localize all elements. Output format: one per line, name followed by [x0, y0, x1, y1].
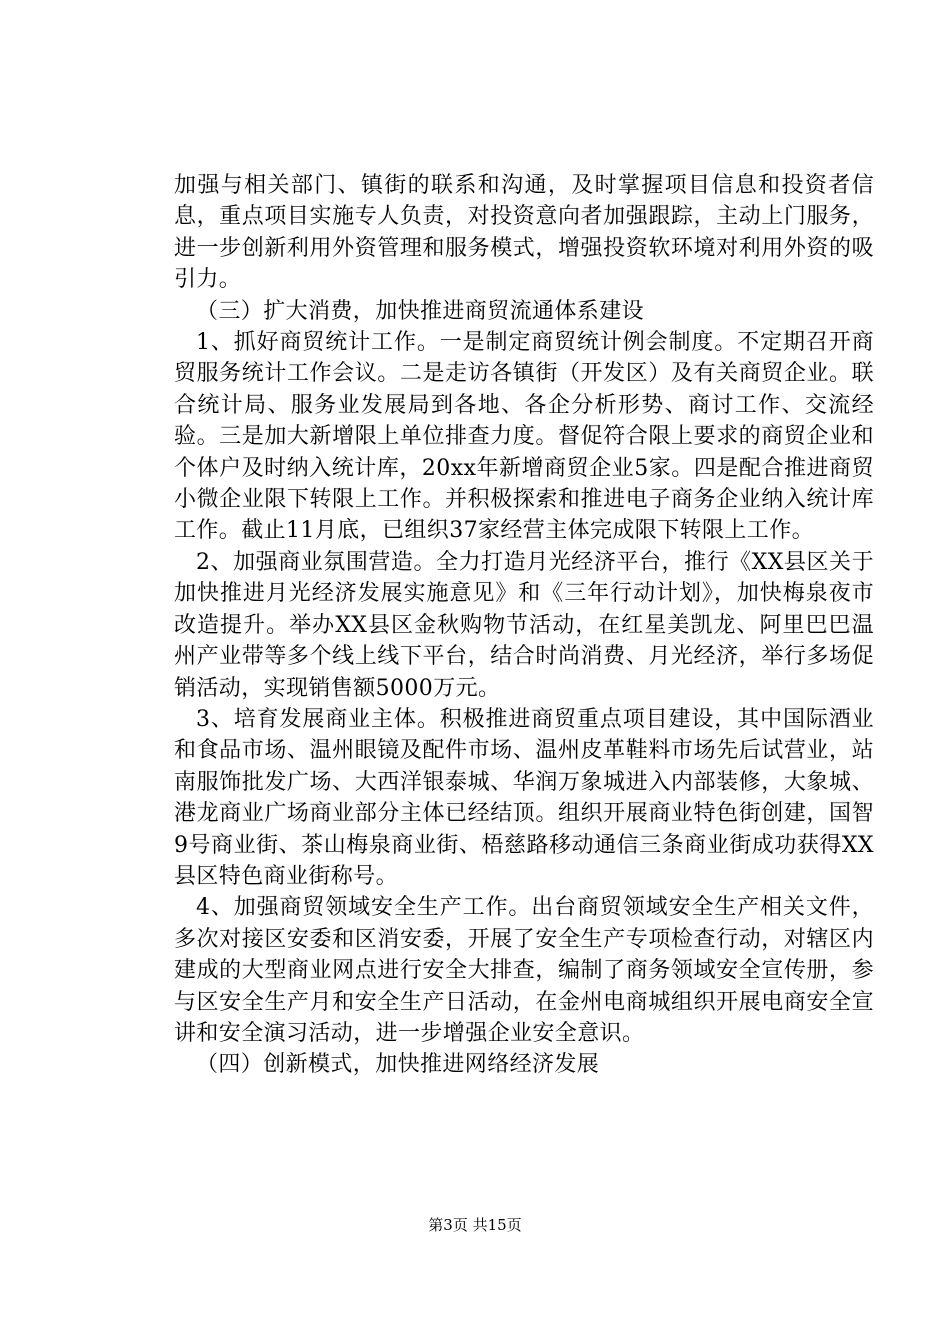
paragraph-item-4: 4、加强商贸领域安全生产工作。出台商贸领域安全生产相关文件，多次对接区安委和区消安委，开展了安全生产专项检查行动，对辖区内建成的大型商业网点进行安全大排查，编制了商务领域安全宣传册，参与区安全生产月和安全生产日活动，在金州电商城组织开展电商安全宣讲和安全演习活动，进一步增强企业安全意识。 — [174, 895, 874, 1046]
paragraph-item-2: 2、加强商业氛围营造。全力打造月光经济平台，推行《XX县区关于加快推进月光经济发展实施意见》和《三年行动计划》，加快梅泉夜市改造提升。举办XX县区金秋购物节活动，在红星美凯龙、阿里巴巴温州产业带等多个线上线下平台，结合时尚消费、月光经济，举行多场促销活动，实现销售额5000万元。 — [174, 549, 874, 701]
section-heading-3: （三）扩大消费，加快推进商贸流通体系建设 — [196, 298, 645, 324]
paragraph-item-3: 3、培育发展商业主体。积极推进商贸重点项目建设，其中国际酒业和食品市场、温州眼镜及配件市场、温州皮革鞋料市场先后试营业，站南服饰批发广场、大西洋银泰城、华润万象城进入内部装修，大象城、港龙商业广场商业部分主体已经结顶。组织开展商业特色街创建，国智9号商业街、茶山梅泉商业街、梧慈路移动通信三条商业街成功获得XX县区特色商业街称号。 — [174, 706, 874, 889]
paragraph-item-1: 1、抓好商贸统计工作。一是制定商贸统计例会制度。不定期召开商贸服务统计工作会议。二是走访各镇街（开发区）及有关商贸企业。联合统计局、服务业发展局到各地、各企分析形势、商讨工作、交流经验。三是加大新增限上单位排查力度。督促符合限上要求的商贸企业和个体户及时纳入统计库，20xx年新增商贸企业5家。四是配合推进商贸小微企业限下转限上工作。并积极探索和推进电子商务企业纳入统计库工作。截止11月底，已组织37家经营主体完成限下转限上工作。 — [174, 330, 874, 544]
document-body — [174, 170, 874, 1081]
paragraph-continuation: 加强与相关部门、镇街的联系和沟通，及时掌握项目信息和投资者信息，重点项目实施专人负责，对投资意向者加强跟踪，主动上门服务，进一步创新利用外资管理和服务模式，增强投资软环境对利用外资的吸引力。 — [174, 173, 874, 293]
page-footer: 第3页 共15页 — [428, 1216, 522, 1234]
section-heading-4: （四）创新模式，加快推进网络经济发展 — [196, 1052, 600, 1078]
